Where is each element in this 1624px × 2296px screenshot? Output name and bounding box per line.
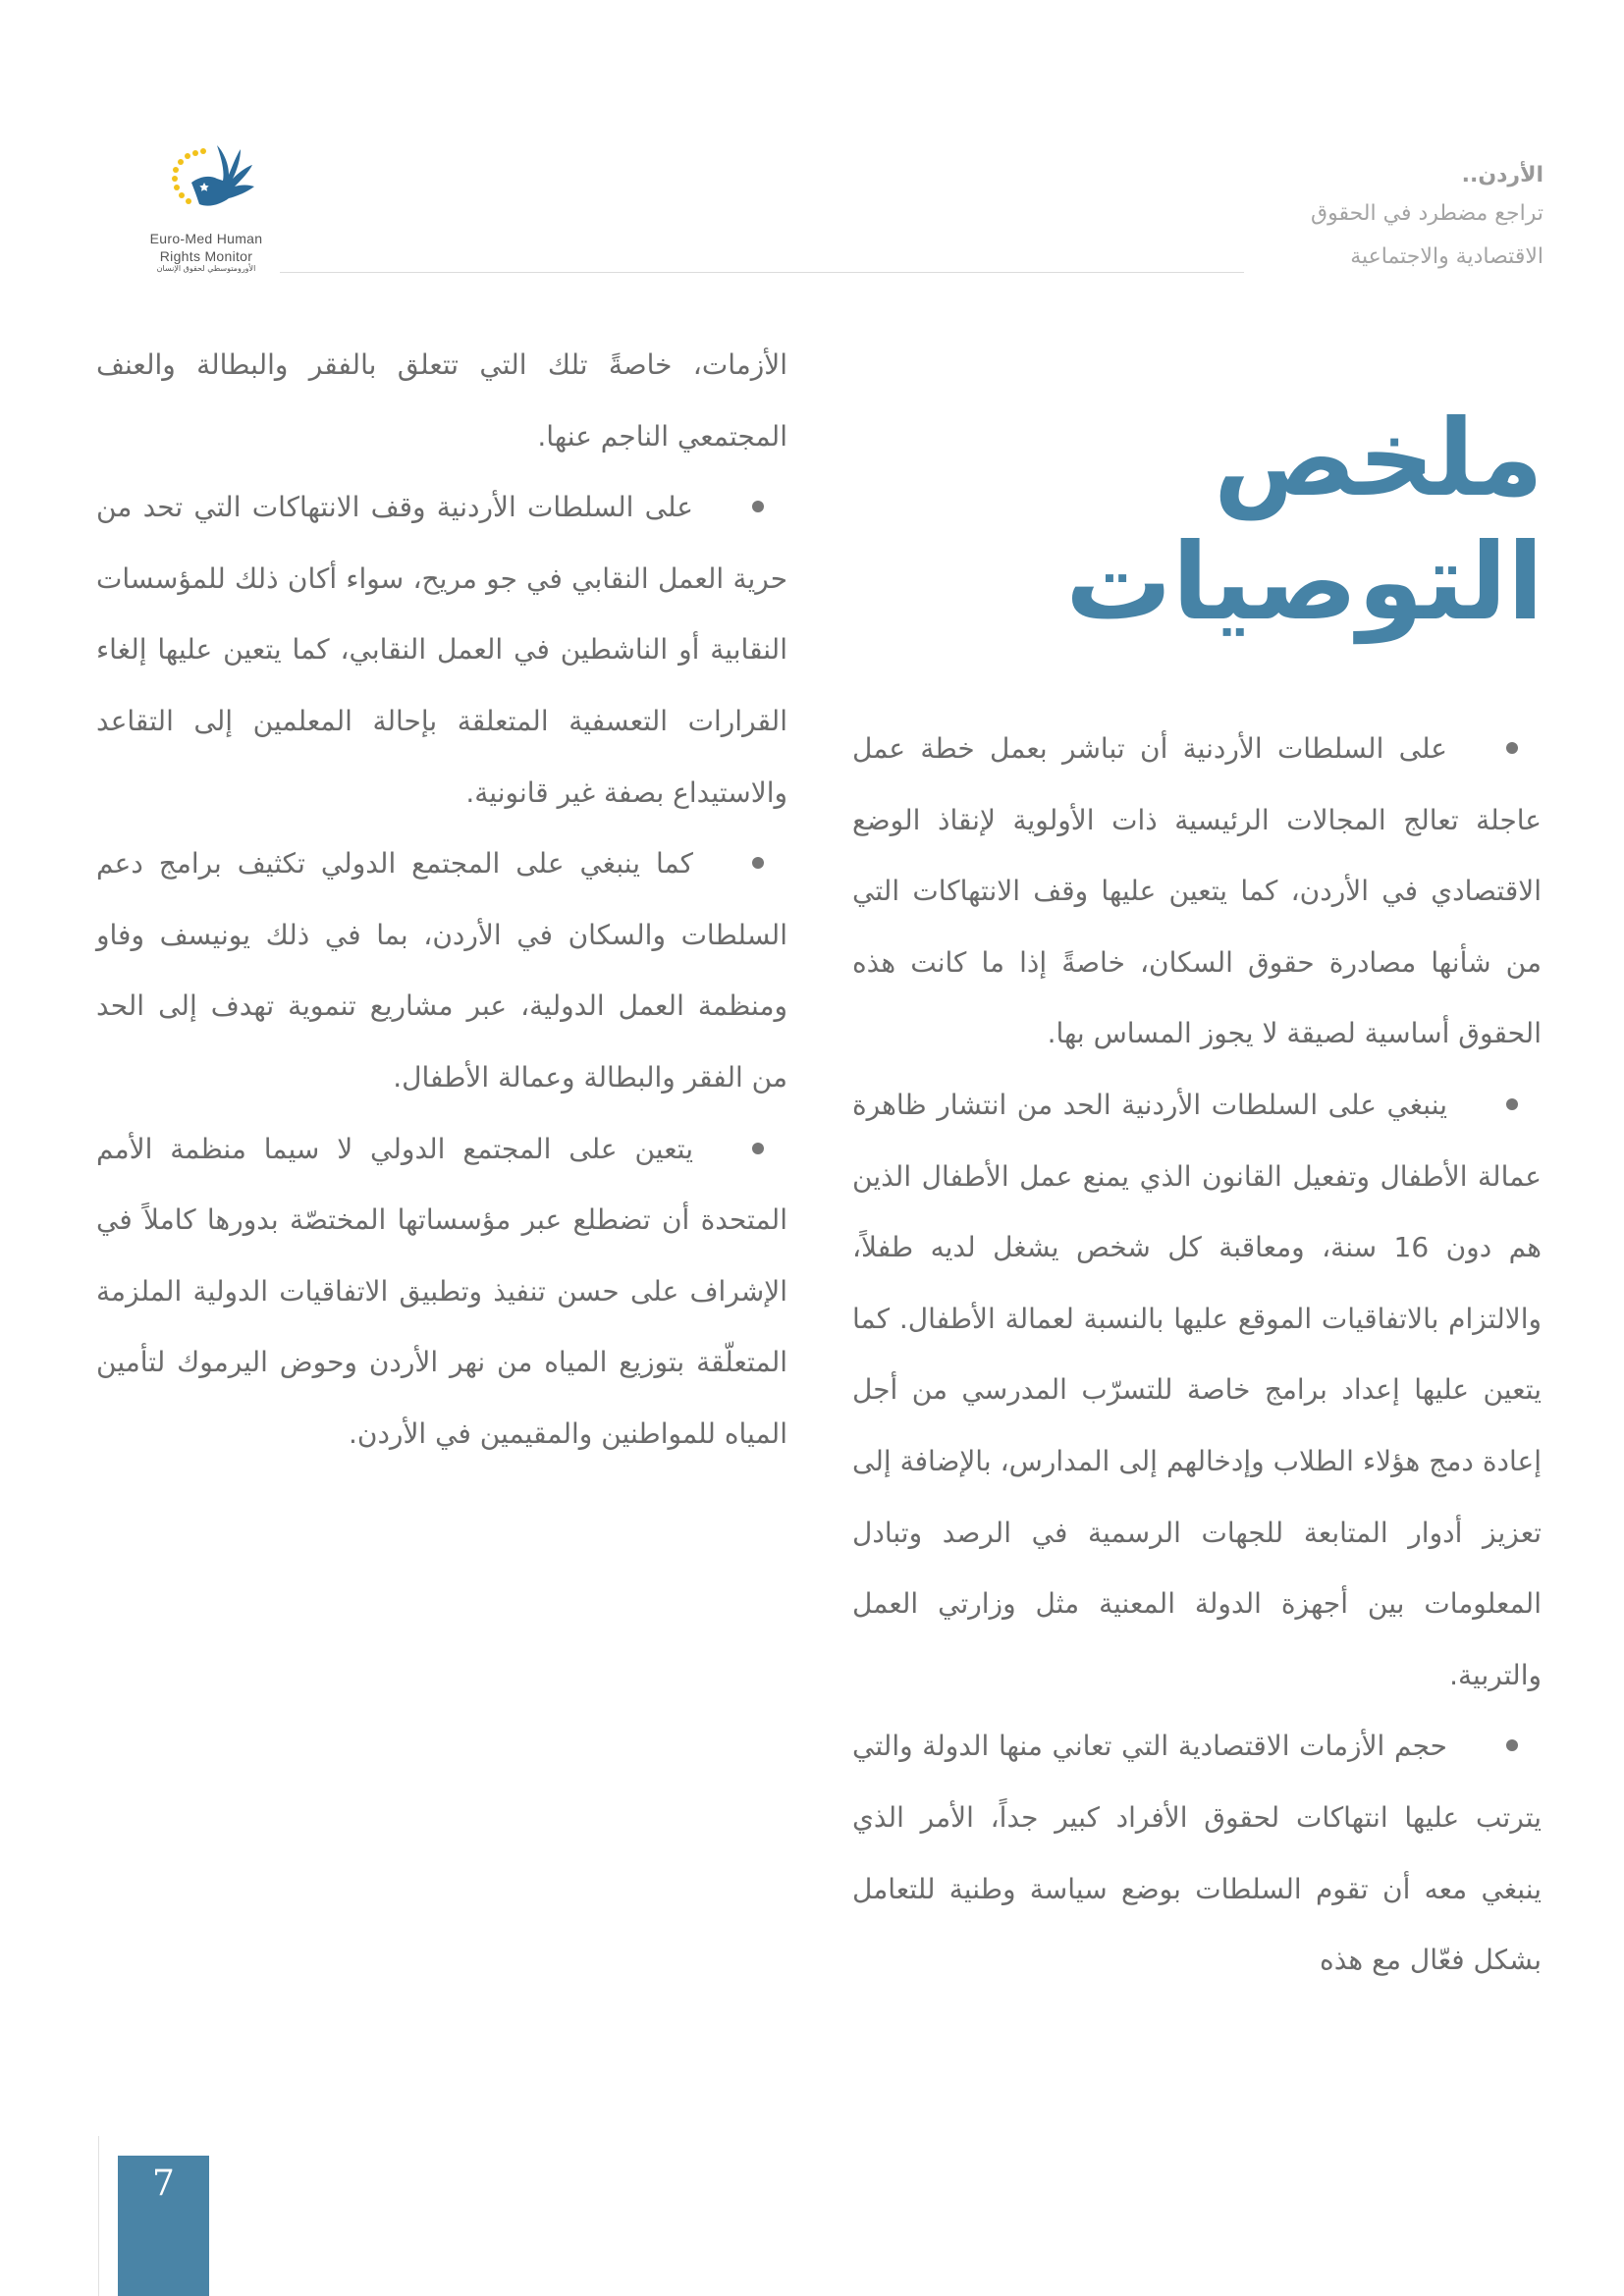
page-number: 7 [152, 2163, 175, 2204]
footer-divider [98, 2136, 99, 2296]
header-subtitle-line1: تراجع مضطرد في الحقوق [1311, 201, 1543, 226]
section-title-line2: التوصيات [1065, 521, 1543, 644]
section-title-line1: ملخص [1213, 398, 1543, 520]
recommendation-item [96, 828, 787, 1113]
left-column [96, 330, 787, 1470]
recommendations-list-left [96, 472, 787, 1469]
recommendation-text: كما ينبغي على المجتمع الدولي تكثيف برامج دعم السلطات والسكان في الأردن، بما في ذلك يونيسف وفاو ومنظمة العمل الدولية، عبر مشاريع تنموية تهدف إلى الحد من الفقر والبطالة وعمالة الأطفال. [96, 847, 787, 1094]
recommendation-text: على السلطات الأردنية وقف الانتهاكات التي تحد من حرية العمل النقابي في جو مريح، سواء أكان ذلك للمؤسسات النقابية أو الناشطين في العمل النقابي، كما يتعين عليها إلغاء القرارات التعسفية المتعلقة بإحالة المعلمين إلى التقاعد والاستيداع بصفة غير قانونية. [96, 491, 787, 809]
recommendation-text: حجم الأزمات الاقتصادية التي تعاني منها الدولة والتي يترتب عليها انتهاكات لحقوق الأفراد كبير جداً، الأمر الذي ينبغي معه أن تقوم السلطات بوضع سياسة وطنية للتعامل بشكل فعّال مع هذه [852, 1730, 1542, 1977]
bullet-icon [752, 501, 764, 512]
recommendation-item [96, 1114, 787, 1470]
section-title [954, 398, 1543, 645]
header-subtitle-line2: الاقتصادية والاجتماعية [1350, 244, 1543, 269]
recommendation-text: ينبغي على السلطات الأردنية الحد من انتشار ظاهرة عمالة الأطفال وتفعيل القانون الذي يمنع عمل الأطفال الذين هم دون 16 سنة، ومعاقبة كل شخص يشغل لديه طفلاً، والالتزام بالاتفاقيات الموقع عليها بالنسبة لعمالة الأطفال. كما يتعين عليها إعداد برامج خاصة للتسرّب المدرسي من أجل إعادة دمج هؤلاء الطلاب وإدخالهم إلى المدارس، بالإضافة إلى تعزيز أدوار المتابعة للجهات الرسمية في الرصد وتبادل المعلومات بين أجهزة الدولة المعنية مثل وزارتي العمل والتربية. [852, 1088, 1543, 1691]
bullet-icon [1506, 1739, 1518, 1751]
recommendation-text: يتعين على المجتمع الدولي لا سيما منظمة الأمم المتحدة أن تضطلع عبر مؤسساتها المختصّة بدورها كاملاً في الإشراف على حسن تنفيذ وتطبيق الاتفاقيات الدولية الملزمة المتعلّقة بتوزيع المياه من نهر الأردن وحوض اليرموك لتأمين المياه للمواطنين والمقيمين في الأردن. [96, 1132, 787, 1450]
bullet-icon [752, 1143, 764, 1154]
continuation-text: الأزمات، خاصةً تلك التي تتعلق بالفقر والبطالة والعنف المجتمعي الناجم عنها. [96, 348, 787, 453]
bullet-icon [752, 857, 764, 869]
page-number-box [118, 2156, 209, 2296]
logo-name-en-line1: Euro-Med Human [149, 231, 263, 246]
header-country: الأردن.. [1461, 163, 1543, 187]
bullet-icon [1506, 1098, 1518, 1110]
header-divider [280, 272, 1244, 273]
running-header [1210, 159, 1543, 279]
bullet-icon [1506, 742, 1518, 754]
logo-name-en-line2: Rights Monitor [159, 248, 253, 264]
recommendation-item [852, 1711, 1542, 1996]
recommendation-item [852, 714, 1542, 1070]
euro-med-logo [137, 135, 275, 283]
recommendation-item [852, 1070, 1542, 1711]
recommendation-text: على السلطات الأردنية أن تباشر بعمل خطة عمل عاجلة تعالج المجالات الرئيسية ذات الأولوية لإنقاذ الوضع الاقتصادي في الأردن، كما يتعين عليها وقف الانتهاكات التي من شأنها مصادرة حقوق السكان، خاصةً إذا ما كانت هذه الحقوق أساسية لصيقة لا يجوز المساس بها. [852, 732, 1542, 1050]
logo-name-ar: الأورومتوسطي لحقوق الإنسان [156, 264, 256, 273]
recommendations-list-right [852, 714, 1542, 1997]
right-column [852, 714, 1542, 1997]
recommendation-item [96, 472, 787, 828]
dove-hand-with-stars-icon [152, 135, 260, 229]
